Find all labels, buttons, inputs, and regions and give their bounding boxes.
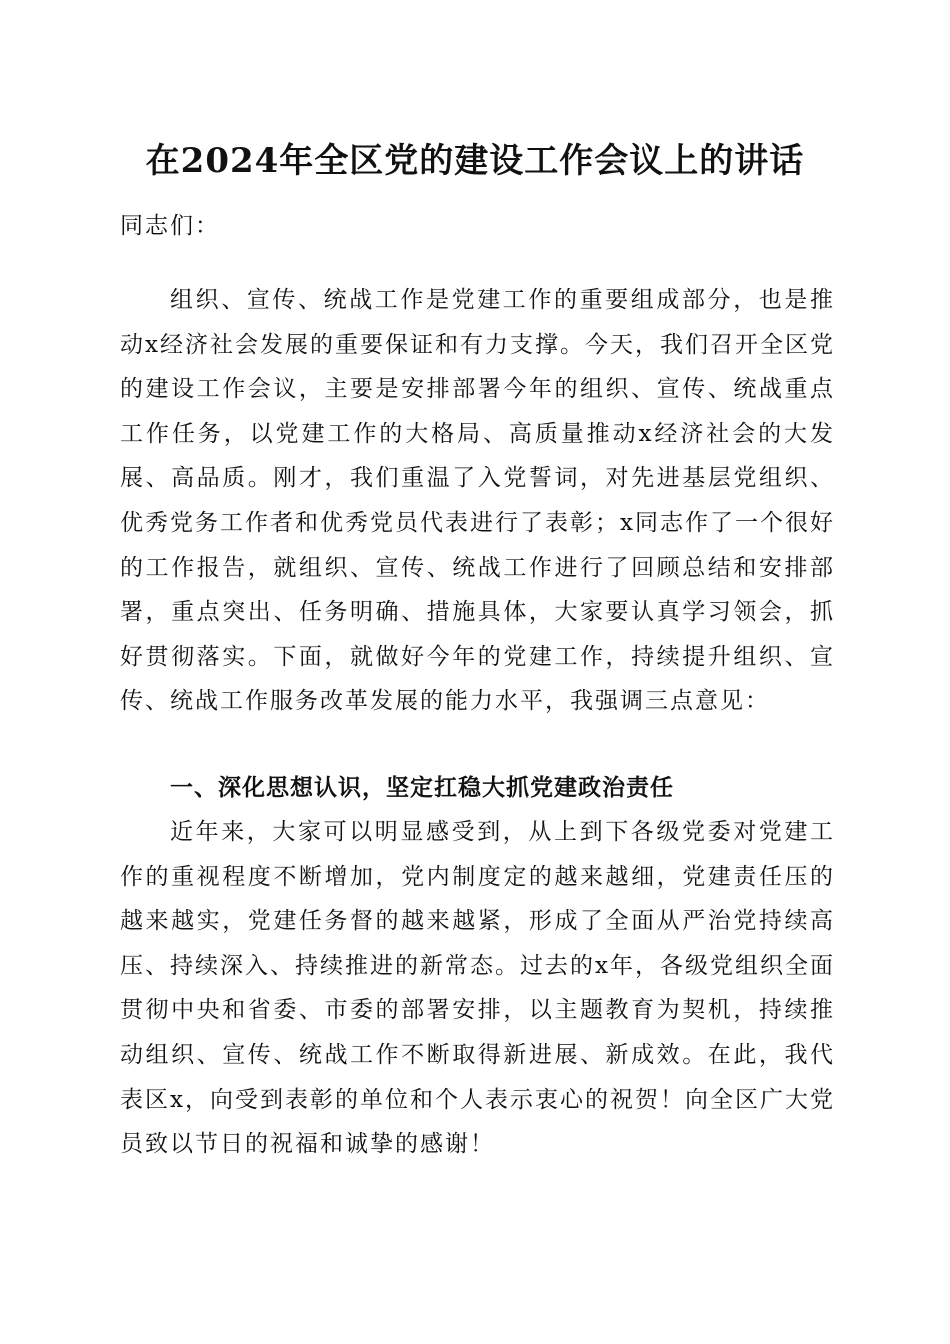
salutation: 同志们： — [120, 213, 220, 239]
document-title: 在2024年全区党的建设工作会议上的讲话 — [145, 141, 805, 181]
paragraph-section-1: 近年来，大家可以明显感受到，从上到下各级党委对党建工作的重视程度不断增加，党内制度定的越来越细，党建责任压的越来越实，党建任务督的越来越紧，形成了全面从严治党持续高压、持续深入、持续推进的新常态。过去的x年，各级党组织全面贯彻中央和省委、市委的部署安排，以主题教育为契机，持续推动组织、宣传、统战工作不断取得新进展、新成效。在此，我代表区x，向受到表彰的单位和个人表示衷心的祝贺！向全区广大党员致以节日的祝福和诚挚的感谢！ — [120, 819, 835, 1158]
section-heading-1: 一、深化思想认识，坚定扛稳大抓党建政治责任 — [170, 775, 674, 801]
paragraph-intro: 组织、宣传、统战工作是党建工作的重要组成部分，也是推动x经济社会发展的重要保证和有力支撑。今天，我们召开全区党的建设工作会议，主要是安排部署今年的组织、宣传、统战重点工作任务，以党建工作的大格局、高质量推动x经济社会的大发展、高品质。刚才，我们重温了入党誓词，对先进基层党组织、优秀党务工作者和优秀党员代表进行了表彰；x同志作了一个很好的工作报告，就组织、宣传、统战工作进行了回顾总结和安排部署，重点突出、任务明确、措施具体，大家要认真学习领会，抓好贯彻落实。下面，就做好今年的党建工作，持续提升组织、宣传、统战工作服务改革发展的能力水平，我强调三点意见： — [120, 287, 835, 715]
